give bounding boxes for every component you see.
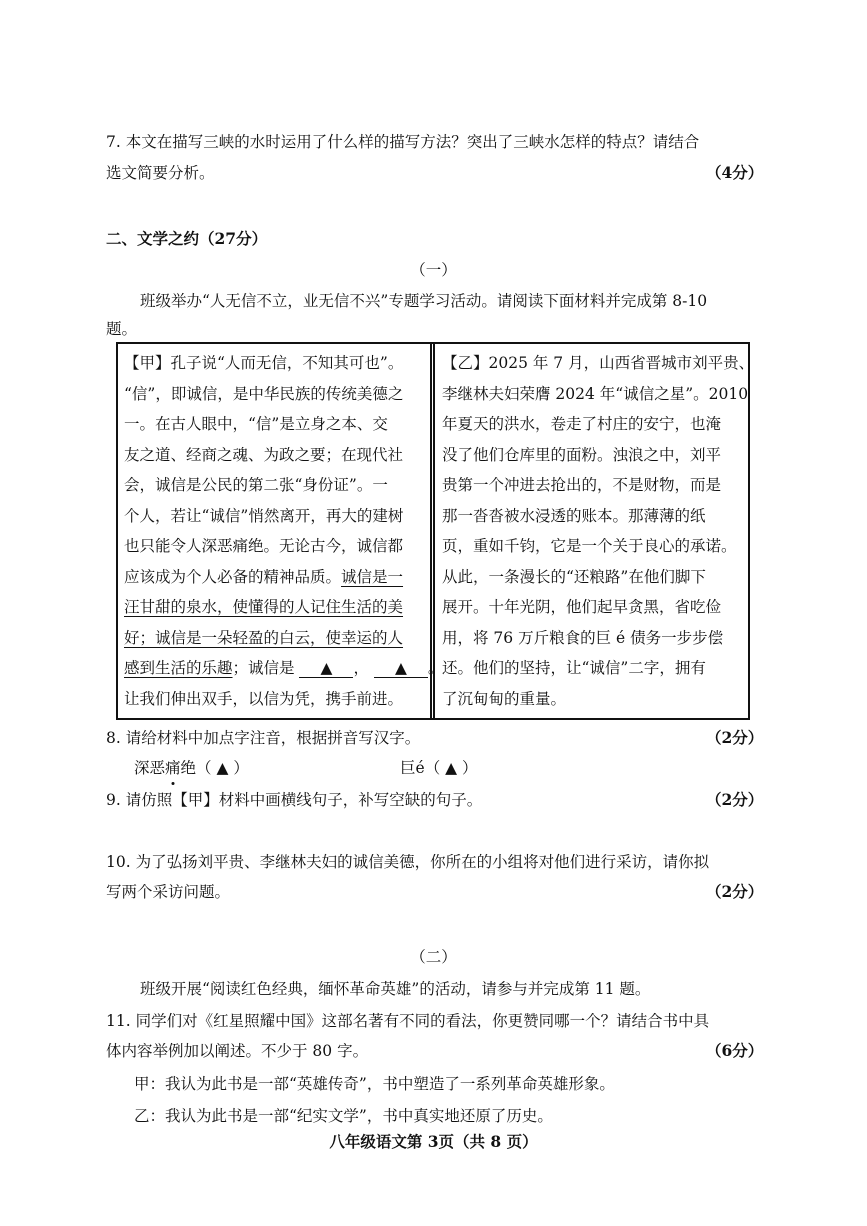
material-a-line [124, 562, 424, 593]
section-heading: 二、文学之约（27分） [106, 229, 268, 248]
material-a-line: 会，诚信是公民的第二张“身份证”。一 [124, 476, 388, 494]
q9-points: （2分） [706, 790, 764, 809]
q8-answer-1[interactable]: （ ▲ ） [196, 759, 249, 777]
q8-item1-post: 绝 [180, 759, 197, 777]
q8-text: 8. 请给材料中加点字注音，根据拼音写汉字。 [106, 729, 421, 747]
q8-points: （2分） [706, 728, 764, 747]
material-a-line: 【甲】孔子说“人而无信，不知其可也”。 [124, 354, 404, 372]
q7-line2: 选文简要分析。 [106, 164, 215, 182]
q7-line1: 7. 本文在描写三峡的水时运用了什么样的描写方法？突出了三峡水怎样的特点？请结合 [106, 133, 700, 151]
material-b-line: 展开。十年光阴，他们起早贪黑，省吃俭 [442, 598, 722, 616]
material-b-line: 贵第一个冲进去抢出的，不是财物，而是 [442, 476, 722, 494]
material-b-line: 还。他们的坚持，让“诚信”二字，拥有 [442, 659, 706, 677]
q11-line2: 体内容举例加以阐述。不少于 80 字。 [106, 1042, 369, 1060]
material-a-line [124, 653, 444, 684]
material-b-line: 李继林夫妇荣膺 2024 年“诚信之星”。2010 [442, 384, 749, 403]
q11-opinion-b: 乙：我认为此书是一部“纪实文学”，书中真实地还原了历史。 [134, 1107, 553, 1125]
q11-line1: 11. 同学们对《红星照耀中国》这部名著有不同的看法，你更赞同哪一个？请结合书中具 [106, 1012, 710, 1030]
material-b [436, 344, 755, 718]
q10-points: （2分） [706, 882, 764, 901]
material-b-line: 从此，一条漫长的“还粮路”在他们脚下 [442, 567, 706, 586]
plain-text: 应该成为个人必备的精神品质。 [124, 567, 342, 586]
q8-answer-2[interactable]: （ ▲ ） [424, 759, 478, 777]
dotted-char: 痛 [165, 759, 181, 777]
part2-label: （二） [410, 948, 457, 966]
q8-item1 [134, 757, 249, 779]
q8-item2 [400, 757, 477, 779]
q9-text: 9. 请仿照【甲】材料中画横线句子，补写空缺的句子。 [106, 791, 483, 809]
intro-line1: 班级举办“人无信不立，业无信不兴”专题学习活动。请阅读下面材料并完成第 8-10 [140, 292, 708, 310]
material-a-line: 个人，若让“诚信”悄然离开，再大的建树 [124, 506, 404, 525]
materials-table [116, 342, 755, 720]
part2-intro: 班级开展“阅读红色经典，缅怀革命英雄”的活动，请参与并完成第 11 题。 [140, 980, 651, 998]
q8-item1-pre: 深恶 [134, 759, 166, 777]
material-a [118, 344, 444, 718]
q10-line1: 10. 为了弘扬刘平贵、李继林夫妇的诚信美德，你所在的小组将对他们进行采访，请你拟 [106, 853, 710, 871]
underlined-sentence: 感到生活的乐趣 [124, 659, 233, 677]
material-b-line: 了沉甸甸的重量。 [442, 689, 567, 708]
plain-text: ；诚信是 [232, 659, 295, 677]
q7-points: （4分） [706, 163, 764, 182]
separator: ， [353, 659, 369, 677]
material-b-line: 年夏天的洪水，卷走了村庄的安宁，也淹 [442, 415, 722, 433]
q10-line2: 写两个采访问题。 [106, 883, 231, 901]
q11-opinion-a: 甲：我认为此书是一部“英雄传奇”，书中塑造了一系列革命英雄形象。 [134, 1075, 615, 1093]
material-b-line: 页，重如千钧，它是一个关于良心的承诺。 [442, 537, 737, 555]
underlined-sentence: 好；诚信是一朵轻盈的白云，使幸运的人 [124, 628, 404, 647]
intro-line2: 题。 [106, 320, 138, 338]
column-divider [430, 344, 435, 718]
material-a-line: 一。在古人眼中，“信”是立身之本、交 [124, 415, 388, 433]
underlined-sentence: 汪甘甜的泉水，使懂得的人记住生活的美 [124, 598, 404, 616]
answer-blank-2[interactable]: ▲ [374, 659, 428, 678]
material-a-line: 也只能令人深恶痛绝。无论古今，诚信都 [124, 537, 404, 555]
material-a-line: 让我们伸出双手，以信为凭，携手前进。 [124, 689, 404, 708]
material-a-line: 友之道、经商之魂、为政之要；在现代社 [124, 445, 404, 464]
answer-blank-1[interactable]: ▲ [299, 659, 353, 678]
q11-points: （6分） [706, 1041, 764, 1060]
material-b-line: 没了他们仓库里的面粉。浊浪之中，刘平 [442, 445, 722, 464]
end-mark: 。 [427, 659, 444, 677]
page-footer: 八年级语文第 3页（共 8 页） [329, 1132, 538, 1151]
material-b-line: 那一沓沓被水浸透的账本。那薄薄的纸 [442, 506, 706, 525]
part1-label: （一） [410, 261, 457, 279]
material-a-line: “信”，即诚信，是中华民族的传统美德之 [124, 384, 404, 403]
q8-item2-text: 巨é [400, 759, 425, 777]
underlined-sentence: 诚信是一 [341, 567, 404, 586]
material-b-line: 用，将 76 万斤粮食的巨 é 债务一步步偿 [442, 628, 724, 647]
material-b-line: 【乙】2025 年 7 月，山西省晋城市刘平贵、 [442, 354, 755, 372]
